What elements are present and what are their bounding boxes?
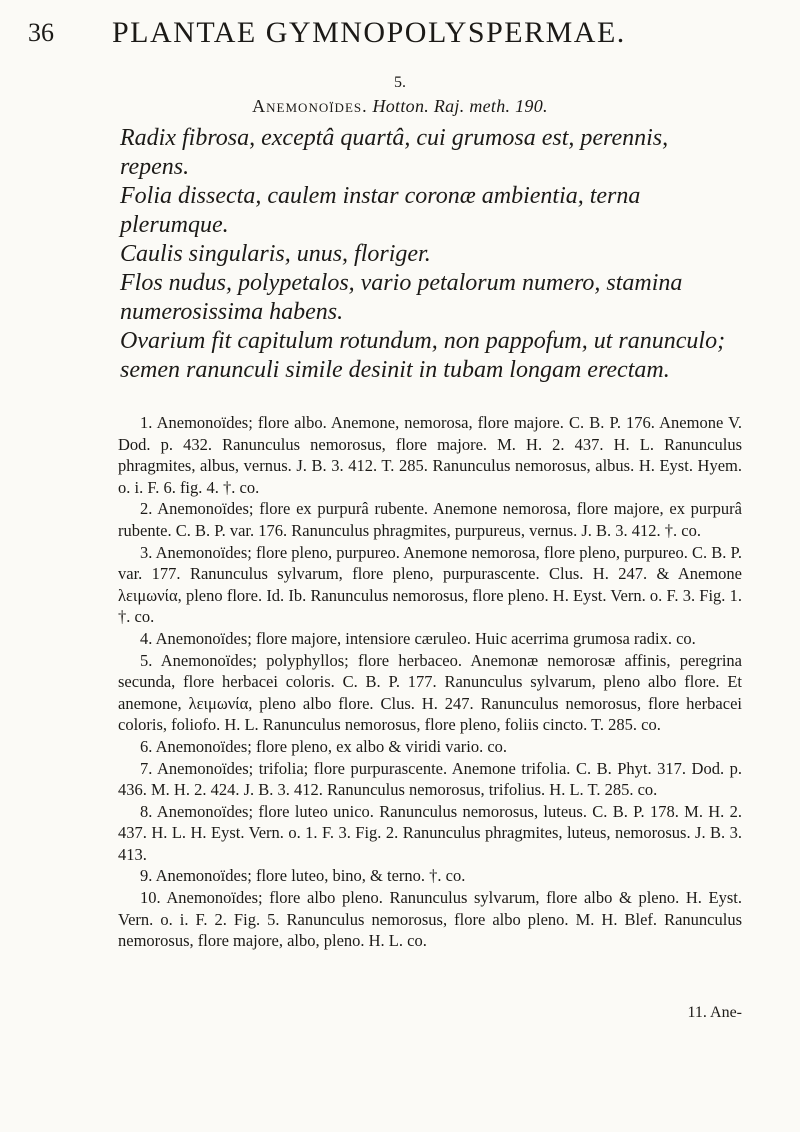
species-entry: [118, 758, 742, 801]
genus-description: [120, 124, 740, 385]
genus-heading: [0, 96, 800, 117]
species-number: 5.: [140, 650, 153, 670]
species-entry: [118, 887, 742, 952]
species-text: Anemonoïdes; flore albo. Anemone, nemorosa, flore majore. C. B. P. 176. Anemone V. Dod. p. 432. Ranunculus nemorosus, flore majore. M. H. 2. 437. H. L. Ranunculus phragmites, albus, vernus. J. B. 3. 412. T. 285. Ranunculus nemorosus, albus. H. Eyst. Hyem. o. i. F. 6. fig. 4. †. co.: [118, 413, 742, 497]
species-text: Anemonoïdes; flore majore, intensiore cæruleo. Huic acerrima grumosa radix. co.: [155, 628, 696, 648]
species-entry: [118, 412, 742, 498]
description-caulis: Caulis singularis, unus, floriger.: [120, 241, 431, 267]
species-entry: [118, 736, 742, 758]
species-number: 1.: [140, 413, 153, 432]
catchword: 11. Ane-: [687, 1004, 742, 1021]
description-folia: Folia dissecta, caulem instar coronæ ambientia, terna plerumque.: [120, 183, 641, 238]
species-number: 6.: [140, 736, 153, 756]
species-number: 4.: [140, 628, 153, 648]
description-flos: Flos nudus, polypetalos, vario petalorum numero, staminа numerosissima habens.: [120, 270, 683, 325]
species-entry: [118, 650, 742, 736]
section-marker: 5.: [394, 74, 406, 91]
species-text: Anemonoïdes; trifolia; flore purpurascente. Anemone trifolia. C. B. Phyt. 317. Dod. p. 436. M. H. 2. 424. J. B. 3. 412. Ranunculus nemorosus, trifolius. H. L. T. 285. co.: [118, 758, 743, 800]
species-text: Anemonoïdes; flore luteo unico. Ranunculus nemorosus, luteus. C. B. P. 178. M. H. 2. 437. H. L. H. Eyst. Vern. o. 1. F. 3. Fig. 2. Ranunculus phragmites, luteus, nemorosus. J. B. 3. 413.: [118, 801, 743, 864]
species-number: 9.: [140, 866, 153, 886]
species-number: 2.: [140, 499, 153, 519]
species-entry: [118, 628, 742, 650]
species-list: [118, 412, 742, 952]
species-number: 3.: [140, 542, 153, 562]
page-number: 36: [28, 18, 54, 47]
page-header: [0, 16, 800, 56]
species-entry: [118, 542, 742, 628]
description-radix: Radix fibrosa, exceptâ quartâ, cui grumosa est, perennis, repens.: [120, 125, 669, 180]
species-number: 8.: [140, 801, 153, 821]
description-ovarium: Ovarium fit capitulum rotundum, non pappofum, ut ranunculo; semen ranunculi simile desinit in tubam longam erectam.: [120, 328, 726, 383]
running-title: PLANTAE GYMNOPOLYSPERMAE.: [112, 16, 626, 49]
species-number: 10.: [140, 888, 161, 908]
species-entry: [118, 498, 742, 541]
genus-reference: Hotton. Raj. meth. 190.: [372, 96, 548, 116]
species-text: Anemonoïdes; flore albo pleno. Ranunculus sylvarum, flore albo & pleno. H. Eyst. Vern. o. i. F. 2. Fig. 5. Ranunculus nemorosus, flore albo pleno. M. H. Blef. Ranunculus nemorosus, flore majore, albo, pleno. H. L. co.: [118, 888, 743, 951]
species-entry: [118, 865, 742, 887]
species-text: Anemonoïdes; flore pleno, ex albo & viridi vario. co.: [155, 736, 508, 756]
genus-name: Anemonoïdes.: [252, 96, 368, 116]
species-text: Anemonoïdes; flore luteo, bino, & terno. †. co.: [155, 866, 466, 886]
species-text: Anemonoïdes; flore ex purpurâ rubente. Anemone nemorosa, flore majore, ex purpurâ rubente. C. B. P. var. 176. Ranunculus phragmites, purpureus, vernus. J. B. 3. 412. †. co.: [118, 499, 742, 540]
species-number: 7.: [140, 758, 153, 778]
species-entry: [118, 801, 742, 866]
species-text: Anemonoïdes; flore pleno, purpureo. Anemone nemorosa, flore pleno, purpureo. C. B. P. var. 177. Ranunculus sylvarum, flore pleno, purpurascente. Clus. H. 247. & Anemone λειμωνία, pleno flore. Id. Ib. Ranunculus nemorosus, flore pleno. H. Eyst. Vern. o. F. 3. Fig. 1. †. co.: [118, 542, 742, 627]
species-text: Anemonoïdes; polyphyllos; flore herbaceo. Anemonæ nemorosæ affinis, peregrina secunda, flore herbacei coloris. C. B. P. 177. Ranunculus sylvarum, pleno albo flore. Et anemone, λειμωνία, pleno albo flore. Clus. H. 247. Ranunculus nemorosus, flore herbacei coloris, foliofo. H. L. Ranunculus nemorosus, flore pleno, foliis cincto. T. 285. co.: [118, 650, 743, 735]
